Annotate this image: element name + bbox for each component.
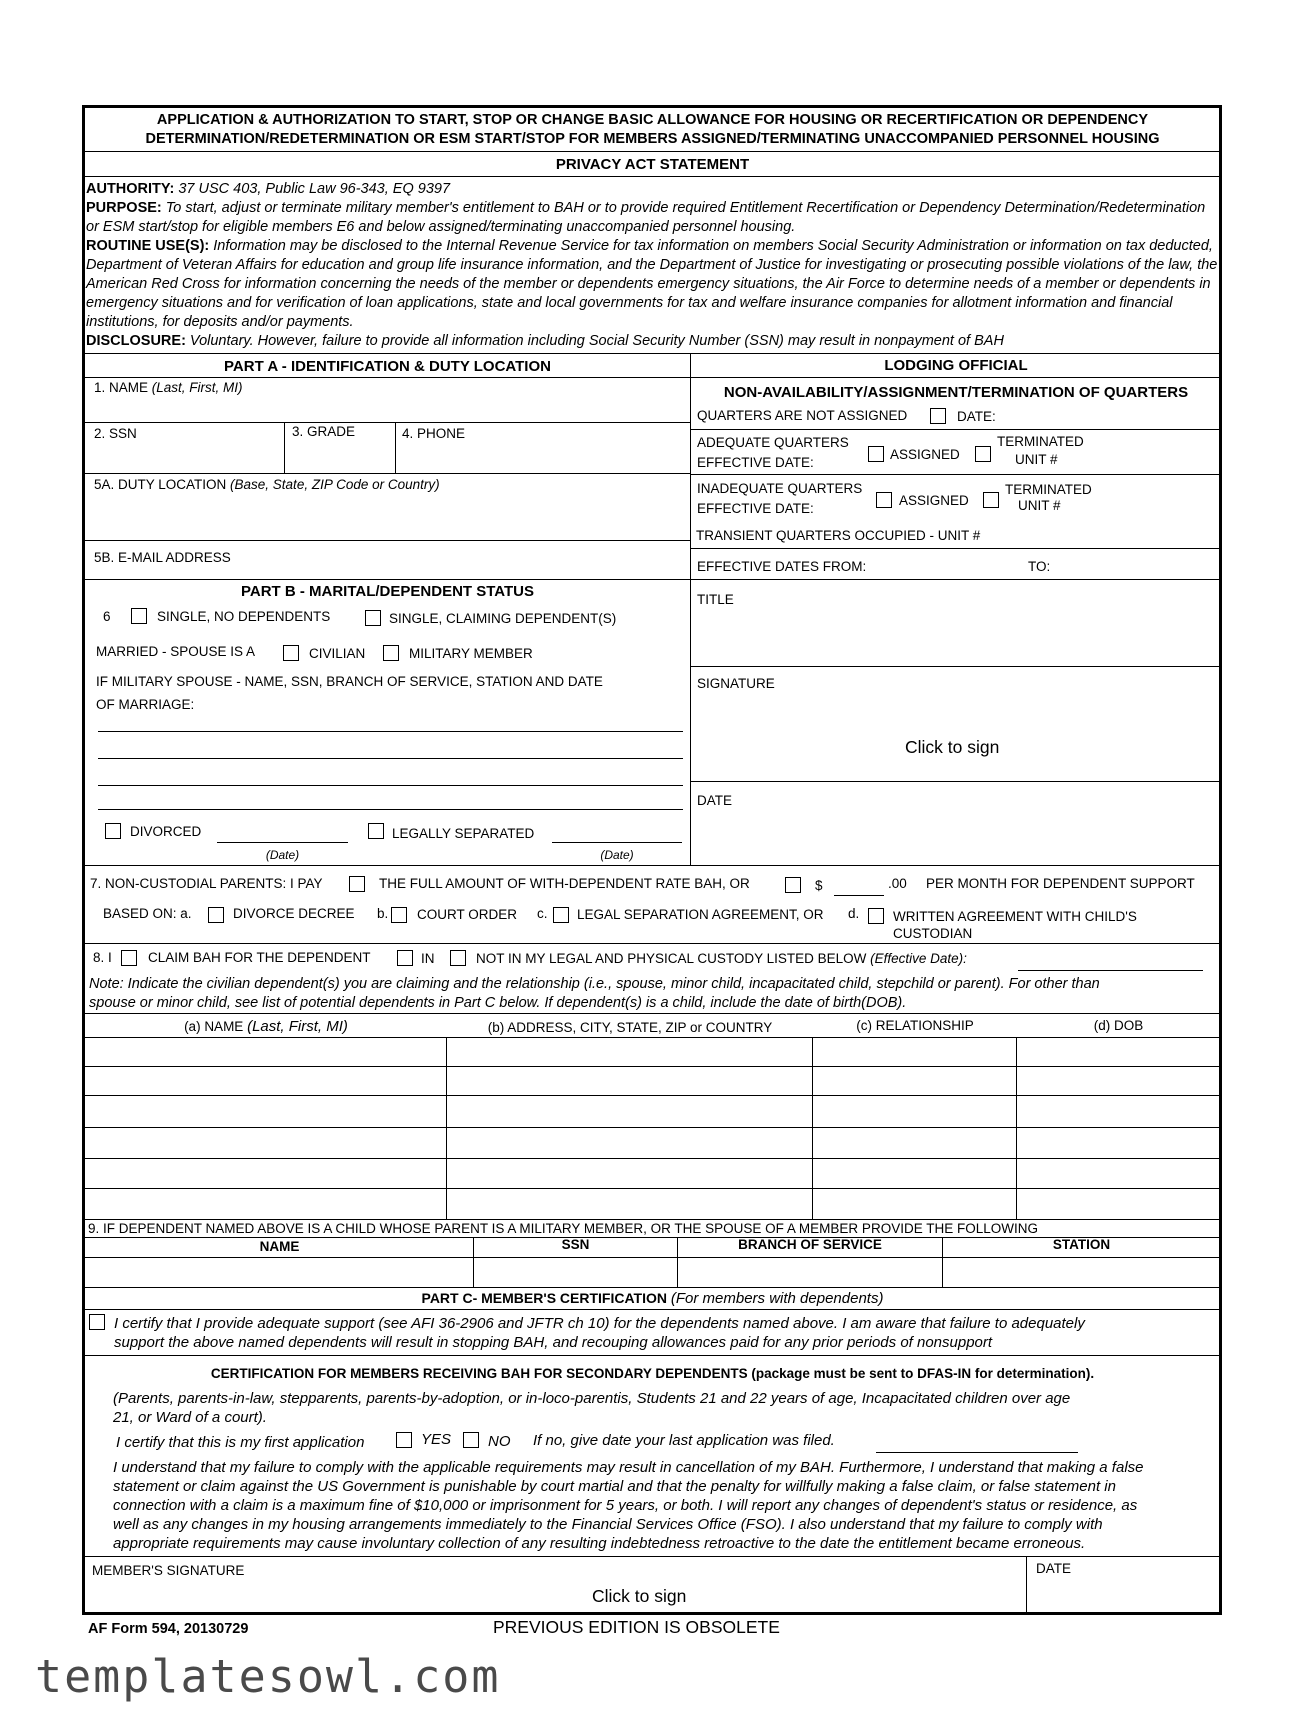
divorced-date-hint: (Date): [265, 848, 300, 862]
inadequate-assigned-checkbox[interactable]: [876, 492, 892, 508]
written-agreement-label-line2: CUSTODIAN: [893, 926, 973, 941]
first-application-label: I certify that this is my first application: [116, 1434, 365, 1451]
understand-text-line1: I understand that my failure to comply with the applicable requirements may result in cancellation of my BAH. Furthermore, I understand that making a false: [113, 1459, 1144, 1476]
understand-text-line4: well as any changes in my housing arrangements immediately to the Financial Services Office (FSO). I also understand that my failure to comply with: [113, 1516, 1103, 1533]
secondary-dependents-desc-line1: (Parents, parents-in-law, stepparents, parents-by-adoption, or in-loco-parentis, Students 21 and 22 years of age, Incapacitated children over age: [113, 1390, 1071, 1407]
item-8-label: 8. I: [93, 950, 112, 965]
military-spouse-details-input[interactable]: [98, 708, 683, 808]
member-click-to-sign[interactable]: Click to sign: [592, 1586, 687, 1606]
item-9-label: 9. IF DEPENDENT NAMED ABOVE IS A CHILD WHOSE PARENT IS A MILITARY MEMBER, OR THE SPOUSE OF A MEMBER PROVIDE THE FOLLOWING: [88, 1221, 1038, 1236]
disclosure-paragraph: DISCLOSURE: Voluntary. However, failure to provide all information including Social Security Number (SSN) may result in nonpayment of BAH: [86, 333, 1004, 349]
col-dob-header: (d) DOB: [1093, 1018, 1144, 1033]
monthly-amount-input[interactable]: [834, 877, 884, 895]
lodging-official-title: LODGING OFFICIAL: [884, 357, 1028, 374]
form-identifier: AF Form 594, 20130729: [88, 1621, 249, 1637]
secondary-dependents-desc-line2: 21, or Ward of a court).: [113, 1409, 267, 1426]
not-in-custody-label: NOT IN MY LEGAL AND PHYSICAL CUSTODY LISTED BELOW (Effective Date):: [476, 951, 967, 966]
lodging-subtitle: NON-AVAILABILITY/ASSIGNMENT/TERMINATION OF QUARTERS: [723, 384, 1189, 401]
certify-support-checkbox[interactable]: [89, 1314, 105, 1330]
form-title-line1: APPLICATION & AUTHORIZATION TO START, STOP OR CHANGE BASIC ALLOWANCE FOR HOUSING OR RECERTIFICATION OR DEPENDENCY: [156, 112, 1149, 128]
item-9-branch-header: BRANCH OF SERVICE: [738, 1237, 882, 1252]
item-7-label: 7. NON-CUSTODIAL PARENTS: I PAY: [90, 876, 323, 891]
military-spouse-instruction-line1: IF MILITARY SPOUSE - NAME, SSN, BRANCH OF SERVICE, STATION AND DATE: [96, 674, 603, 689]
court-order-checkbox[interactable]: [391, 907, 407, 923]
lodging-date-label: DATE: [697, 793, 733, 808]
inadequate-quarters-label: INADEQUATE QUARTERS: [697, 481, 863, 496]
routine-uses-paragraph: ROUTINE USE(S): Information may be disclosed to the Internal Revenue Service for tax information on members Social Security Administration or information on tax deducted, Department of Veteran Affairs for education and group life insurance information, and the Department of Justice for investigating or prosecuting possible violations of the law, the American Red Cross for information concerning the needs of the member or dependents emergency situations, the Air Force to determine needs of a member or dependents in emergency situations and for verification of loan applications, state and local governments for tax and welfare insurance companies for allotment information and financial institutions, for deposits and/or payments.: [86, 238, 1218, 330]
divorced-label: DIVORCED: [130, 824, 202, 839]
watermark-text: templatesowl.com: [35, 1650, 501, 1703]
item-9-row-input[interactable]: [86, 1259, 1219, 1285]
duty-location-label: 5A. DUTY LOCATION (Base, State, ZIP Code or Country): [94, 477, 440, 492]
item-9-ssn-header: SSN: [561, 1237, 590, 1252]
name-field-label: 1. NAME (Last, First, MI): [94, 380, 243, 395]
email-input[interactable]: [300, 545, 688, 575]
spouse-military-label: MILITARY MEMBER: [409, 646, 533, 661]
spouse-military-checkbox[interactable]: [383, 645, 399, 661]
single-claiming-dependents-checkbox[interactable]: [365, 610, 381, 626]
written-agreement-label: WRITTEN AGREEMENT WITH CHILD'S: [893, 909, 1137, 924]
single-no-dependents-checkbox[interactable]: [131, 608, 147, 624]
lodging-click-to-sign[interactable]: Click to sign: [905, 737, 1000, 757]
purpose-paragraph: PURPOSE: To start, adjust or terminate military member's entitlement to BAH or to provide required Entitlement Recertification or Dependency Determination/Redetermination or ESM start/stop for eligible members E6 and below assigned/terminating unaccompanied personnel housing.: [86, 200, 1206, 235]
understand-text-line3: connection with a claim is a maximum fine of $10,000 or imprisonment for 5 years, or both. I will report any changes of dependent's status or residence, as: [113, 1497, 1138, 1514]
inadequate-assigned-label: ASSIGNED: [899, 493, 969, 508]
col-address-header: (b) ADDRESS, CITY, STATE, ZIP or COUNTRY: [487, 1020, 773, 1035]
col-name-header: (a) NAME (Last, First, MI): [184, 1018, 348, 1035]
based-on-label: BASED ON: a.: [103, 906, 192, 921]
first-application-yes-label: YES: [421, 1431, 452, 1448]
part-a-title: PART A - IDENTIFICATION & DUTY LOCATION: [224, 358, 551, 375]
previous-edition-notice: PREVIOUS EDITION IS OBSOLETE: [493, 1617, 780, 1637]
item-9-station-header: STATION: [1052, 1237, 1111, 1252]
dependents-table-body[interactable]: [86, 1039, 1219, 1217]
not-assigned-date-label: DATE:: [957, 409, 996, 424]
court-order-label: COURT ORDER: [417, 907, 518, 922]
in-custody-checkbox[interactable]: [397, 950, 413, 966]
ssn-field-label: 2. SSN: [94, 426, 137, 441]
transient-quarters-label: TRANSIENT QUARTERS OCCUPIED - UNIT #: [696, 528, 981, 543]
cents-label: .00: [888, 876, 907, 891]
first-application-no-checkbox[interactable]: [463, 1432, 479, 1448]
claim-bah-label: CLAIM BAH FOR THE DEPENDENT: [148, 950, 371, 965]
adequate-effective-date-label: EFFECTIVE DATE:: [697, 455, 814, 470]
authority-paragraph: AUTHORITY: 37 USC 403, Public Law 96-343, EQ 9397: [86, 181, 451, 197]
email-field-label: 5B. E-MAIL ADDRESS: [94, 550, 231, 565]
option-b-label: b.: [377, 906, 389, 921]
divorced-checkbox[interactable]: [105, 823, 121, 839]
grade-input[interactable]: [287, 445, 393, 471]
per-month-label: PER MONTH FOR DEPENDENT SUPPORT: [926, 876, 1195, 891]
part-c-title: PART C- MEMBER'S CERTIFICATION (For members with dependents): [421, 1290, 884, 1307]
item-8-note-line2: spouse or minor child, see list of potential dependents in Part C below. If dependent(s) is a child, include the date of birth(DOB).: [89, 995, 907, 1011]
form-title-line2: DETERMINATION/REDETERMINATION OR ESM START/STOP FOR MEMBERS ASSIGNED/TERMINATING UNACCOMPANIED PERSONNEL HOUSING: [145, 131, 1160, 147]
separated-date-hint: (Date): [600, 848, 634, 862]
adequate-quarters-label: ADEQUATE QUARTERS: [697, 435, 849, 450]
member-signature-label: MEMBER'S SIGNATURE: [92, 1563, 245, 1578]
member-date-input[interactable]: [1030, 1580, 1218, 1610]
effective-dates-to-label: TO:: [1028, 559, 1051, 574]
item-9-name-header: NAME: [259, 1239, 300, 1254]
married-spouse-label: MARRIED - SPOUSE IS A: [96, 644, 256, 659]
first-application-no-label: NO: [488, 1433, 511, 1450]
quarters-not-assigned-label: QUARTERS ARE NOT ASSIGNED: [697, 408, 908, 423]
grade-field-label: 3. GRADE: [292, 424, 356, 439]
understand-text-line2: statement or claim against the US Government is punishable by court martial and that the penalty for willfully making a false claim, or false statement in: [113, 1478, 1116, 1495]
claim-bah-checkbox[interactable]: [121, 950, 137, 966]
legally-separated-checkbox[interactable]: [368, 823, 384, 839]
spouse-civilian-label: CIVILIAN: [309, 646, 366, 661]
full-amount-checkbox[interactable]: [349, 876, 365, 892]
last-application-prompt: If no, give date your last application was filed.: [533, 1432, 835, 1449]
inadequate-terminated-checkbox[interactable]: [983, 492, 999, 508]
not-in-custody-checkbox[interactable]: [450, 950, 466, 966]
adequate-assigned-checkbox[interactable]: [868, 446, 884, 462]
col-relationship-header: (c) RELATIONSHIP: [856, 1018, 974, 1033]
name-input[interactable]: [86, 397, 688, 421]
certify-support-text-line2: support the above named dependents will result in stopping BAH, and recouping allowances paid for any prior periods of nonsupport: [114, 1334, 993, 1351]
duty-location-input[interactable]: [86, 496, 688, 536]
inadequate-unit-label: UNIT #: [1018, 498, 1061, 513]
effective-dates-from-label: EFFECTIVE DATES FROM:: [697, 559, 867, 574]
inadequate-effective-date-label: EFFECTIVE DATE:: [697, 501, 814, 516]
ssn-input[interactable]: [86, 445, 282, 471]
single-claiming-dependents-label: SINGLE, CLAIMING DEPENDENT(S): [389, 611, 617, 626]
custody-effective-date-input[interactable]: [1018, 950, 1203, 969]
lodging-title-input[interactable]: [694, 612, 1218, 662]
adequate-terminated-label: TERMINATED: [997, 434, 1084, 449]
adequate-unit-label: UNIT #: [1015, 452, 1058, 467]
lodging-date-input[interactable]: [694, 812, 1218, 860]
member-date-label: DATE: [1036, 1561, 1072, 1576]
part-b-title: PART B - MARITAL/DEPENDENT STATUS: [240, 583, 535, 600]
single-no-dependents-label: SINGLE, NO DEPENDENTS: [157, 609, 331, 624]
legally-separated-label: LEGALLY SEPARATED: [392, 826, 535, 841]
item-8-note-line1: Note: Indicate the civilian dependent(s) you are claiming and the relationship (i.e., spouse, minor child, incapacitated child, stepchild or parent). For other than: [89, 976, 1100, 992]
inadequate-terminated-label: TERMINATED: [1005, 482, 1092, 497]
privacy-act-title: PRIVACY ACT STATEMENT: [555, 156, 750, 173]
secondary-dependents-title: CERTIFICATION FOR MEMBERS RECEIVING BAH FOR SECONDARY DEPENDENTS (package must be sent to DFAS-IN for determination).: [210, 1366, 1095, 1381]
option-d-label: d.: [848, 906, 860, 921]
option-c-label: c.: [537, 906, 548, 921]
spouse-civilian-checkbox[interactable]: [283, 645, 299, 661]
phone-input[interactable]: [398, 445, 688, 471]
dollar-amount-checkbox[interactable]: [785, 877, 801, 893]
in-custody-label: IN: [421, 951, 435, 966]
lodging-signature-label: SIGNATURE: [697, 676, 775, 691]
legal-separation-checkbox[interactable]: [553, 907, 569, 923]
divorce-decree-label: DIVORCE DECREE: [233, 906, 355, 921]
first-application-yes-checkbox[interactable]: [396, 1432, 412, 1448]
lodging-title-label: TITLE: [697, 592, 734, 607]
understand-text-line5: appropriate requirements may cause involuntary collection of any resulting indebtedness retroactive to the date the entitlement became erroneous.: [113, 1535, 1086, 1552]
last-application-date-input[interactable]: [876, 1432, 1078, 1451]
written-agreement-checkbox[interactable]: [868, 908, 884, 924]
dollar-sign: $: [815, 878, 823, 893]
item-6-number: 6: [103, 609, 111, 624]
adequate-terminated-checkbox[interactable]: [975, 446, 991, 462]
phone-field-label: 4. PHONE: [402, 426, 466, 441]
divorce-decree-checkbox[interactable]: [208, 907, 224, 923]
full-amount-label: THE FULL AMOUNT OF WITH-DEPENDENT RATE BAH, OR: [379, 876, 750, 891]
adequate-assigned-label: ASSIGNED: [890, 447, 960, 462]
military-spouse-instruction-line2: OF MARRIAGE:: [96, 697, 195, 712]
legal-separation-label: LEGAL SEPARATION AGREEMENT, OR: [577, 907, 824, 922]
certify-support-text-line1: I certify that I provide adequate support (see AFI 36-2906 and JFTR ch 10) for the dependents named above. I am aware that failure to adequately: [114, 1315, 1085, 1332]
quarters-not-assigned-checkbox[interactable]: [930, 408, 946, 424]
